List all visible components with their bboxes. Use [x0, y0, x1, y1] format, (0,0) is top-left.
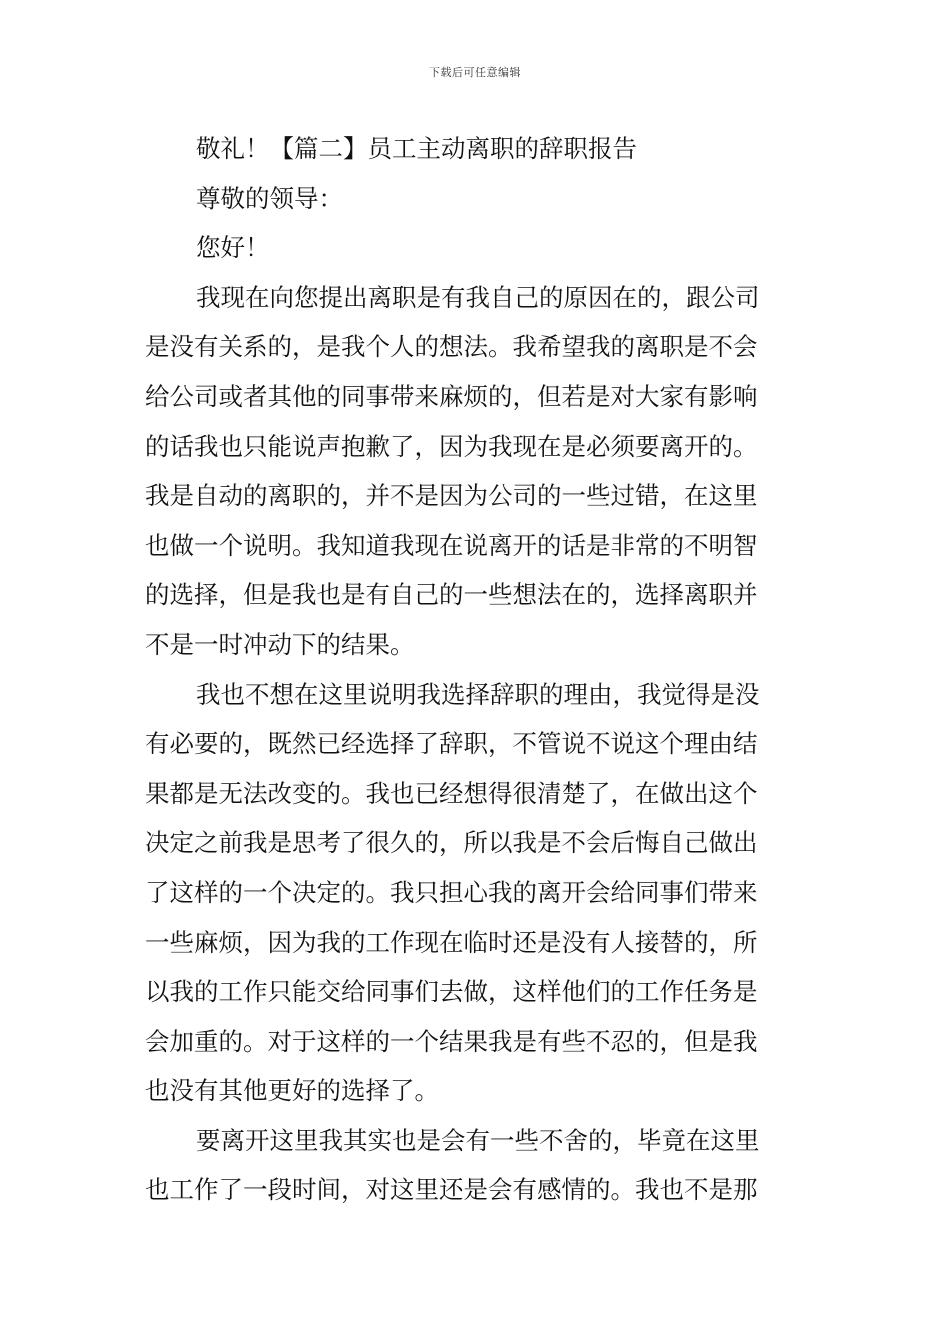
text-line: 尊敬的领导： [196, 183, 343, 213]
text-line: 我现在向您提出离职是有我自己的原因在的，跟公司 [196, 282, 760, 312]
text-line: 的话我也只能说声抱歉了，因为我现在是必须要离开的。 [145, 431, 758, 461]
page-header: 下载后可任意编辑 [429, 66, 521, 79]
text-line: 以我的工作只能交给同事们去做，这样他们的工作任务是 [145, 977, 758, 1007]
text-line: 我是自动的离职的，并不是因为公司的一些过错，在这里 [145, 481, 758, 511]
text-line: 果都是无法改变的。我也已经想得很清楚了，在做出这个 [145, 778, 758, 808]
text-line: 要离开这里我其实也是会有一些不舍的，毕竟在这里 [196, 1125, 760, 1155]
text-line: 一些麻烦，因为我的工作现在临时还是没有人接替的，所 [145, 927, 758, 957]
text-line: 也没有其他更好的选择了。 [145, 1076, 439, 1106]
text-line: 了这样的一个决定的。我只担心我的离开会给同事们带来 [145, 877, 758, 907]
text-line: 也做一个说明。我知道我现在说离开的话是非常的不明智 [145, 530, 758, 560]
text-line: 有必要的，既然已经选择了辞职，不管说不说这个理由结 [145, 729, 758, 759]
text-line: 您好！ [196, 233, 270, 263]
text-line: 的选择，但是我也是有自己的一些想法在的，选择离职并 [145, 580, 758, 610]
text-line: 是没有关系的，是我个人的想法。我希望我的离职是不会 [145, 332, 758, 362]
text-line: 我也不想在这里说明我选择辞职的理由，我觉得是没 [196, 679, 760, 709]
text-line: 会加重的。对于这样的一个结果我是有些不忍的，但是我 [145, 1026, 758, 1056]
document-body [145, 124, 807, 1215]
text-line: 给公司或者其他的同事带来麻烦的，但若是对大家有影响 [145, 381, 758, 411]
text-line: 也工作了一段时间，对这里还是会有感情的。我也不是那 [145, 1175, 758, 1205]
text-line: 敬礼！【篇二】员工主动离职的辞职报告 [196, 134, 637, 163]
text-line: 决定之前我是思考了很久的，所以我是不会后悔自己做出 [145, 828, 758, 858]
text-line: 不是一时冲动下的结果。 [145, 629, 415, 659]
